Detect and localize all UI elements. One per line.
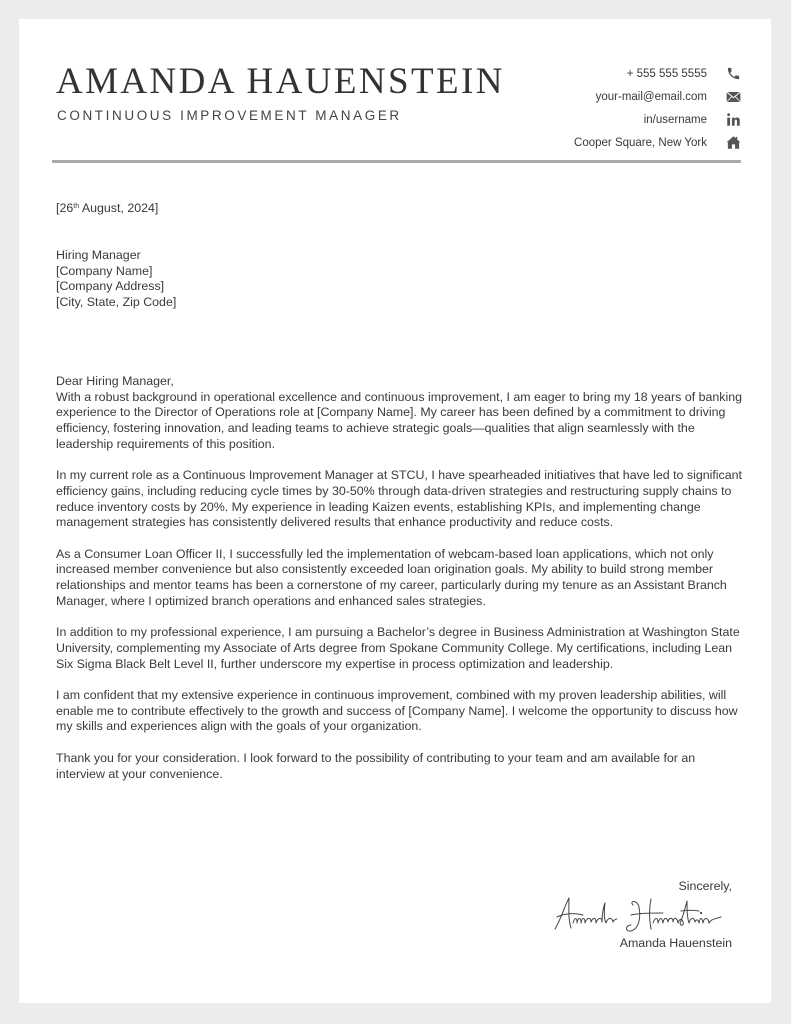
recipient-line: [Company Address]: [56, 279, 165, 294]
letter-paragraph: As a Consumer Loan Officer II, I successfully led the implementation of webcam-based loan applications, which not only increased member convenience but also consistently exceeded loan origination goals. My ability to build strong member relationships and mentor teams has been a cornerstone of my career, particularly during my tenure as an Assistant Branch Manager, where I optimized branch operations and enhanced sales strategies.: [56, 546, 727, 608]
letter-paragraph: Thank you for your consideration. I look forward to the possibility of contributing to your team and am available for an interview at your convenience.: [56, 750, 696, 781]
email-text[interactable]: your-mail@email.com: [595, 90, 707, 103]
salutation: Dear Hiring Manager,: [56, 374, 174, 388]
linkedin-icon: [725, 112, 741, 128]
contact-email: [481, 85, 741, 108]
contact-address: [481, 131, 741, 154]
date-day: 26: [59, 201, 74, 215]
envelope-icon: [725, 89, 741, 105]
date-day-suffix: th: [73, 203, 80, 210]
letter-paragraph: I am confident that my extensive experience in continuous improvement, combined with my proven leadership abilities, will enable me to contribute effectively to the growth and success of [Company Name]. I welcome the opportunity to discuss how my skills and experiences align with the goals of your organization.: [56, 688, 738, 734]
valediction: Sincerely,: [678, 879, 732, 893]
contact-phone: [481, 62, 741, 85]
date-open-bracket: [: [56, 201, 60, 215]
signed-name: Amanda Hauenstein: [619, 936, 732, 950]
recipient-line: Hiring Manager: [56, 248, 141, 262]
linkedin-text[interactable]: in/username: [643, 113, 707, 126]
date-rest: August, 2024]: [79, 201, 159, 215]
recipient-line: [Company Name]: [56, 263, 153, 278]
home-icon: [725, 135, 741, 151]
applicant-name: AMANDA HAUENSTEIN: [56, 61, 505, 102]
letter-paragraph: In my current role as a Continuous Improvement Manager at STCU, I have spearheaded initiatives that have led to significant efficiency gains, including reducing cycle times by 30-50% through data-driven strategies and restructuring supply chains to reduce inventory costs by 20%. My experience in leading Kaizen events, establishing KPIs, and implementing change management strategies has consistently delivered results that enhance productivity and reduce costs.: [56, 468, 742, 530]
letter-page: [19, 19, 771, 1003]
letter-paragraph: In addition to my professional experience, I am pursuing a Bachelor’s degree in Business Administration at Washington State University, complementing my Associate of Arts degree from Spokane Community College. My certifications, including Lean Six Sigma Black Belt Level II, further underscore my expertise in process optimization and leadership.: [56, 625, 740, 671]
letter-paragraph: With a robust background in operational excellence and continuous improvement, I am eager to bring my 18 years of banking experience to the Director of Operations role at [Company Name]. My career has been defined by a commitment to driving efficiency, fostering innovation, and leading teams to achieve strategic goals—qualities that align seamlessly with the leadership requirements of this position.: [56, 389, 743, 451]
contact-block: [481, 62, 741, 154]
phone-text[interactable]: + 555 555 5555: [626, 67, 707, 80]
letter-body: [56, 374, 746, 798]
phone-icon: [725, 66, 741, 82]
contact-linkedin: [481, 108, 741, 131]
header-divider: [52, 160, 741, 163]
address-text: Cooper Square, New York: [574, 136, 707, 149]
recipient-line: [City, State, Zip Code]: [56, 295, 177, 310]
applicant-job-title: CONTINUOUS IMPROVEMENT MANAGER: [57, 108, 402, 123]
recipient-block: [56, 248, 746, 311]
letter-date: [56, 201, 746, 217]
handwritten-signature: [551, 895, 733, 935]
